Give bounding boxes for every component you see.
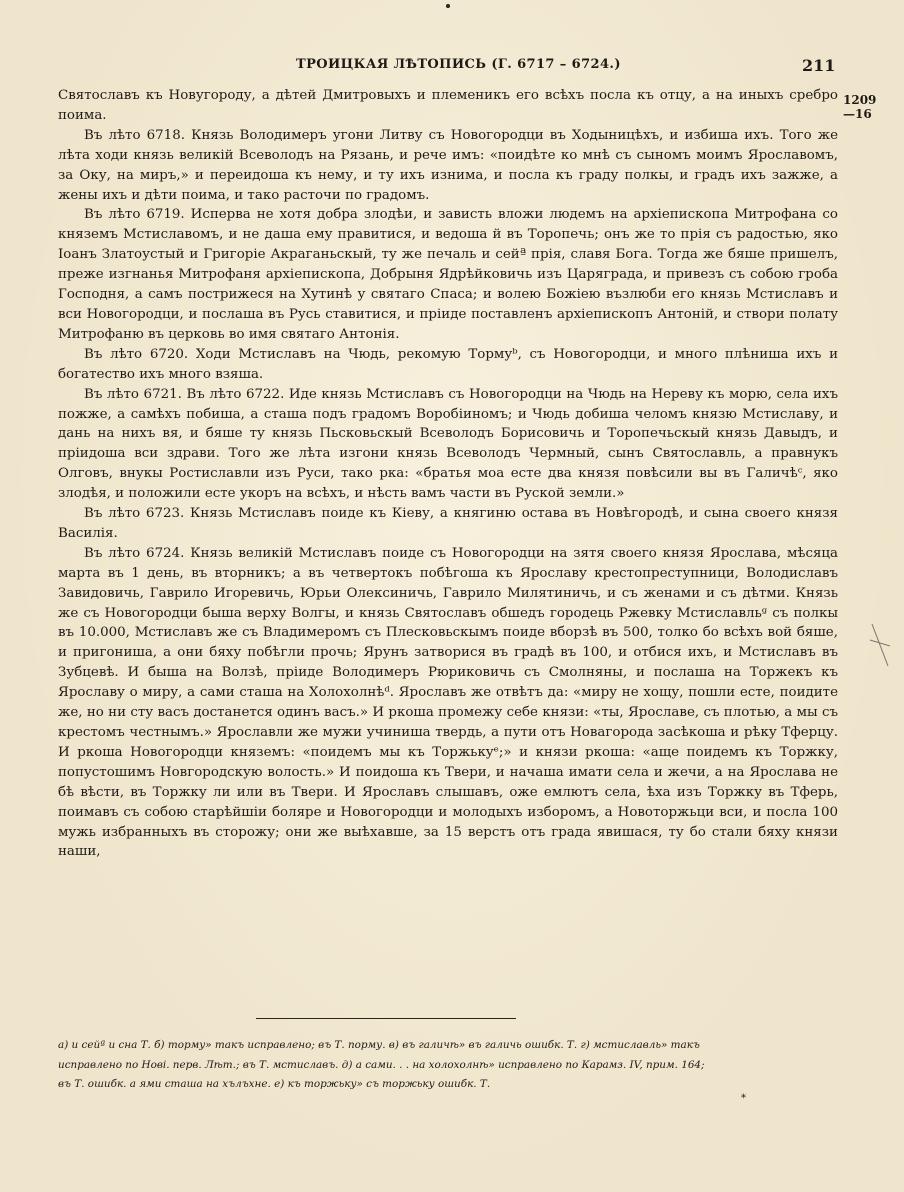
margin-year-note: 1209 <box>843 93 877 107</box>
footnote-rule <box>256 1018 516 1019</box>
footnotes <box>58 1036 838 1095</box>
paragraph-6724: Въ лѣто 6724. Князь великій Мстиславъ поиде съ Новогородци на зятя своего князя Ярослава, мѣсяца марта въ 1 день, въ вторникъ; а въ четвертокъ побѣгоша къ Ярославу крестопреступници, Володиславъ Завидовичь, Гаврило Игоревичь, Юрьи Олексиничь, Гаврило Милятиничь, и съ женами и съ дѣтми. Князь же съ Новогородци быша верху Волгы, и князь Святославъ обшедъ городець Ржевку Мстиславльᵍ съ полкы въ 10.000, Мстиславъ же съ Владимеромъ съ Плесковьскымъ поиде вборзѣ въ 500, толко бо всѣхъ вой бяше, и пригониша, а они бяху побѣгли прочь; Ярунъ затворися въ градѣ въ 100, и отбися ихъ, и Мстиславъ въ Зубцевѣ. И быша на Волзѣ, пріиде Володимеръ Рюриковичь съ Смолняны, и послаша на Торжекъ къ Ярославу о миру, а сами сташа на Холохолнѣᵈ. Ярославъ же отвѣтъ да: «миру не хощу, пошли есте, поидите же, но ни сту васъ достанется одинъ васъ.» И ркоша промежу себе князи: «ты, Ярославе, съ плотью, а мы съ крестомъ честнымъ.» Ярославли же мужи учиниша твердь, а пути отъ Новагорода засѣкоша и рѣку Тферцу. И ркоша Новогородци княземъ: «поидемъ мы къ Торжькуᵉ;» и князи ркоша: «аще поидемъ къ Торжку, попустошимъ Новгородскую волость.» И поидоша къ Твери, и начаша имати села и жечи, а на Ярослава не бѣ вѣсти, въ Торжку ли или въ Твери. И Ярославъ слышавъ, оже емлютъ села, ѣха изъ Торжку въ Тферь, поимавъ съ собою старѣйшіи боляре и Новогородци и молодыхъ изборомъ, а Новоторжьци вси, и посла 100 мужь избранныхъ въ сторожу; они же выѣхавше, за 15 верстъ отъ града явишася, ту бо стали бяху князи наши, <box>58 545 838 860</box>
running-title: ТРОИЦКАЯ ЛѢТОПИСЬ (Г. 6717 – 6724.) <box>296 57 621 72</box>
footnote-line: въ Т. ошибк. а ями сташа на хълъхне. е) къ торжьку» съ торжьку ошибк. Т. <box>58 1078 491 1091</box>
paragraph-6723: Въ лѣто 6723. Князь Мстиславъ поиде къ Кіеву, а княгиню остава въ Новѣгородѣ, и сына своего князя Василія. <box>58 506 838 541</box>
paragraph-6719: Въ лѣто 6719. Исперва не хотя добра злодѣи, и зависть вложи людемъ на архіепископа Митрофана со княземъ Мстиславомъ, и не даша ему правитися, и ведоша й въ Торопечь; онъ же то прія съ радостью, яко Іоанъ Златоустый и Григоріе Акраганьскый, ту же печаль и сейª прія, славя Бога. Тогда же бяше пришелъ, преже изгнанья Митрофаня архіепископа, Добрыня Ядрѣйковичь изъ Царяграда, и привезъ съ собою гроба Господня, а самъ пострижеся на Хутинѣ у святаго Спаса; и волею Божіею възлюби его князь Мстиславъ и вси Новогородци, и послаша въ Русь ставитися, и пріиде поставленъ архіепископъ Антоній, и створи полату Митрофаню въ церковь во имя святаго Антонія. <box>58 207 838 342</box>
chronicle-text <box>58 86 838 862</box>
footnote-line: а) и сейª и сна Т. б) торму» такъ исправлено; въ Т. порму. в) въ галичѣ» въ галичь ошибк. Т. г) мстиславль» такъ <box>58 1039 700 1051</box>
paragraph-6718: Въ лѣто 6718. Князь Володимеръ угони Литву съ Новогородци въ Ходыницѣхъ, и избиша ихъ. Того же лѣта ходи князь великій Всеволодъ на Рязань, и рече имъ: «поидѣте ко мнѣ съ сыномъ моимъ Ярославомъ, за Оку, на миръ,» и переидоша къ нему, и ту ихъ изнима, и посла къ граду полкы, и градъ ихъ зажже, а жены ихъ и дѣти поима, и тако расточи по градомъ. <box>58 127 838 203</box>
page-number: 211 <box>802 56 836 75</box>
ink-dot <box>446 4 450 8</box>
margin-year-range-note: —16 <box>843 107 872 121</box>
paragraph: Святославъ къ Новугороду, а дѣтей Дмитровыхъ и племеникъ его всѣхъ посла къ отцу, а на иныхъ сребро поима. <box>58 88 838 123</box>
paragraph-6721-6722: Въ лѣто 6721. Въ лѣто 6722. Иде князь Мстиславъ съ Новогородци на Чюдь на Нереву къ морю, села ихъ пожже, а самѣхъ побиша, а сташа подъ градомъ Воробіиномъ; и Чюдь добиша челомъ князю Мстиславу, и дань на нихъ вя, и бяше ту князь Пьсковьскый Всеволодъ Борисовичь и Торопечьскый князь Давыдъ, и пріидоша вси здрави. Того же лѣта изгони князь Всеволодъ Чермный, сынъ Святославль, а правнукъ Олговъ, внукы Ростиславли изъ Руси, тако рка: «братья моа есте два князя повѣсили вы въ Галичѣᶜ, яко злодѣя, и положили есте укоръ на всѣхъ, и нѣсть вамъ части въ Руской земли.» <box>58 386 838 502</box>
paragraph-6720: Въ лѣто 6720. Ходи Мстиславъ на Чюдь, рекомую Тормуᵇ, съ Новогородци, и много плѣниша ихъ и богатество ихъ много взяша. <box>58 346 838 382</box>
footnote-line: исправлено по Нові. перв. Лѣт.; въ Т. мстиславъ. д) а сами. . . на холохолнѣ» исправлено по Карамз. IV, прим. 164; <box>58 1058 705 1071</box>
pencil-mark <box>868 620 892 670</box>
asterisk-mark: * <box>741 1093 746 1104</box>
